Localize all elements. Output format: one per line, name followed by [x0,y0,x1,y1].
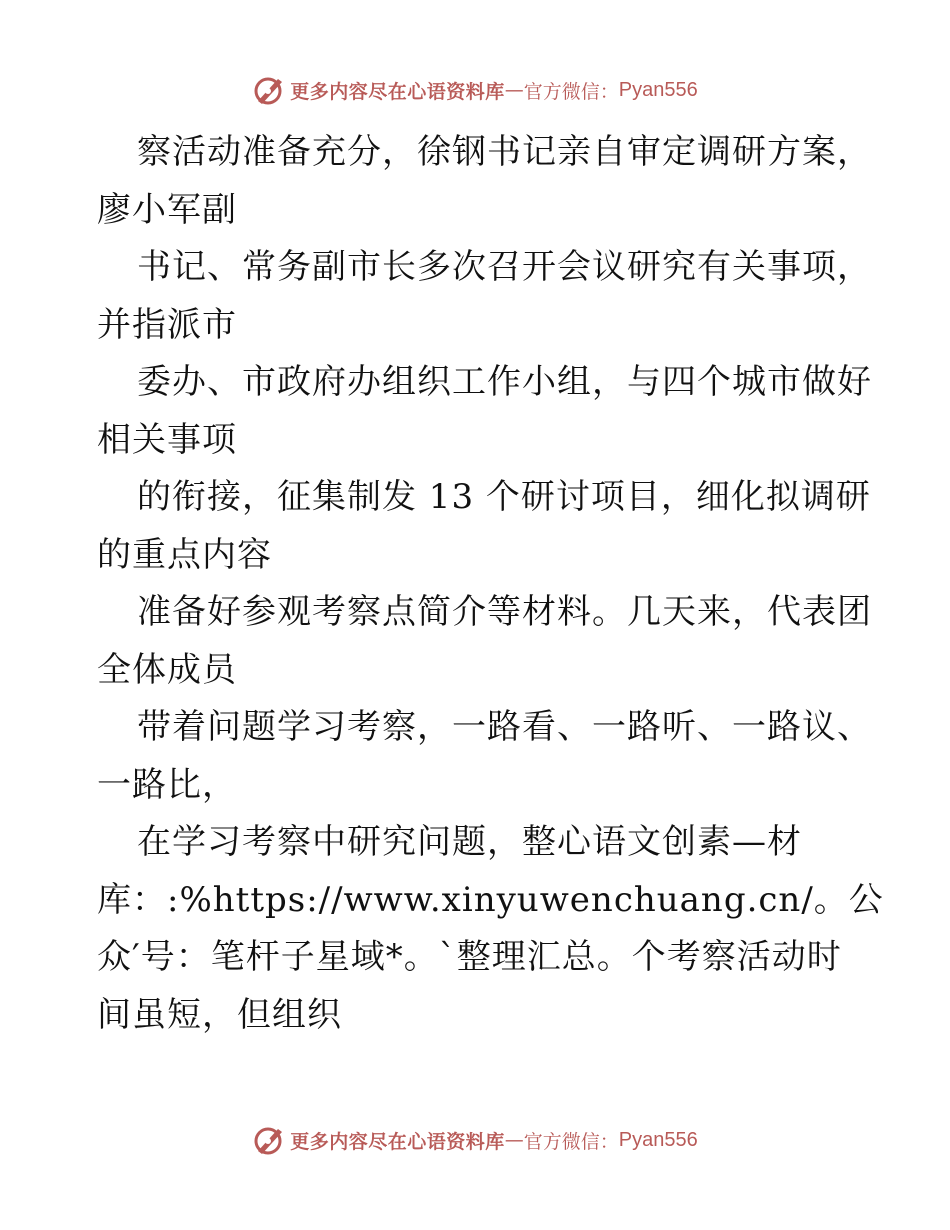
text-line: 并指派市 [97,304,237,345]
text-line: 在学习考察中研究问题，整心语文创素—材 [137,822,802,862]
brush-logo-icon [252,1123,286,1157]
document-body [97,124,884,1044]
text-line: 的重点内容 [97,534,272,575]
banner-text: 更多内容尽在心语资料库 [290,1130,505,1153]
banner-wechat-label: 官方微信： [523,1130,619,1153]
text-line: 一路比， [97,764,237,805]
text-line: 间虽短，但组织 [97,994,342,1035]
text-line: 库：:%https://www.xinyuwenchuang.cn/。公 [97,879,884,920]
text-line: 准备好参观考察点简介等材料。几天来，代表团 [137,592,872,632]
text-line: 的衔接，征集制发 13 个研讨项目，细化拟调研 [137,477,871,517]
brush-logo-icon [252,73,286,107]
text-line: 廖小军副 [97,189,237,230]
banner-wechat-id: Pyan556 [618,1128,698,1151]
text-line: 带着问题学习考察，一路看、一路听、一路议、 [137,707,872,747]
banner-separator: — [504,79,524,101]
text-line: 察活动准备充分，徐钢书记亲自审定调研方案， [137,132,872,172]
text-line: 委办、市政府办组织工作小组，与四个城市做好 [137,362,872,402]
banner-separator: — [504,1129,524,1151]
text-line: 众′号：笔杆子星域*。`整理汇总。个考察活动时 [97,937,842,977]
banner-wechat-label: 官方微信： [523,80,619,103]
banner-wechat-id: Pyan556 [618,78,698,101]
banner-text: 更多内容尽在心语资料库 [290,80,505,103]
text-line: 相关事项 [97,419,237,460]
text-line: 全体成员 [97,649,237,690]
text-line: 书记、常务副市长多次召开会议研究有关事项， [137,247,872,287]
footer-watermark-banner [0,1120,950,1160]
header-watermark-banner [0,70,950,110]
